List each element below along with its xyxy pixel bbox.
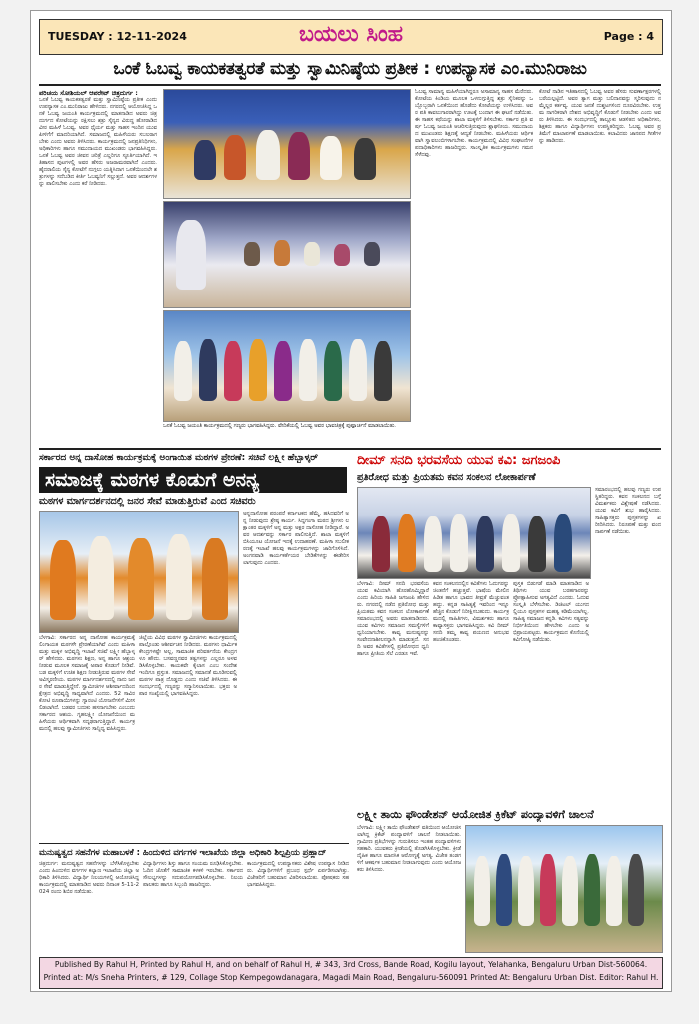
divider (39, 448, 661, 450)
newspaper-page (30, 10, 672, 992)
divider (39, 84, 661, 86)
newspaper-name: ಬಯಲು ಸಿಂಹ (298, 22, 404, 47)
divider (39, 843, 349, 844)
lead-byline: ಪರಿಚಯ ಸೋಶಿಯಲ್ ಆಪರೇಟ್ ಚಿತ್ರದುರ್ಗ : (39, 89, 138, 97)
imprint-footer (39, 957, 663, 989)
lead-photo-stage (163, 89, 411, 199)
story3-column-3 (513, 581, 589, 803)
masthead (39, 19, 663, 55)
story5-body-1: ಚಿತ್ರದುರ್ಗ: ಮನುಷ್ಯತ್ವದ ಸಹನೆಗಳನ್ನು ಬೆಳೆಸಿಕೊಳ್ಳಬೇಕು ಎಂದು ಹಿಂದುಳಿದ ವರ್ಗಗಳ ಕಲ್ಯಾಣ ಇಲಾಖೆಯ ಜಿಲ್ಲಾ ಅಧಿಕಾರಿ ತಿಳಿಸಿದರು. ವಿದ್ಯಾರ್ಥಿ ನಿಲಯಗಳಲ್ಲಿ ಆಯೋಜಿಸಿದ್ದ ಕಾರ್ಯಕ್ರಮದಲ್ಲಿ ಮಾತನಾಡಿದ ಅವರು ದಿನಾಂಕ 5-11-2024 ರಂದು ಶಿಬಿರ ನಡೆಯಿತು. (39, 861, 139, 895)
story2-headline: ಸಮಾಜಕ್ಕೆ ಮಠಗಳ ಕೊಡುಗೆ ಅನನ್ಯ (39, 467, 347, 493)
story2-photo (39, 511, 239, 633)
story2-column-2 (139, 635, 237, 840)
story2-column-1 (39, 635, 135, 840)
story4-column (357, 825, 461, 951)
story4-body: ಬೆಳಗಾವಿ: ಲಕ್ಷ್ಮೀ ತಾಯಿ ಫೌಂಡೇಶನ್ ವತಿಯಿಂದ ಆಯೋಜಿಸಲಾಗಿದ್ದ ಕ್ರಿಕೆಟ್ ಪಂದ್ಯಾವಳಿಗೆ ಚಾಲನೆ ನೀಡಲಾಯಿತು. ಗ್ರಾಮೀಣ ಪ್ರತಿಭೆಗಳನ್ನು ಗುರುತಿಸಲು ಇಂತಹ ಪಂದ್ಯಾವಳಿಗಳು ಸಹಕಾರಿ. ಯುವಕರು ಕ್ರೀಡೆಯಲ್ಲಿ ತೊಡಗಿಸಿಕೊಳ್ಳಬೇಕು. ಕ್ರೀಡೆ ದೈಹಿಕ ಹಾಗೂ ಮಾನಸಿಕ ಆರೋಗ್ಯಕ್ಕೆ ಅಗತ್ಯ. ವಿಜೇತ ತಂಡಗಳಿಗೆ ಆಕರ್ಷಕ ಬಹುಮಾನ ನೀಡಲಾಗುವುದು ಎಂದು ಆಯೋಜಕರು ತಿಳಿಸಿದರು. (357, 825, 461, 873)
story5-column-1 (39, 861, 139, 951)
imprint-line-1: Published By Rahul H, Printed by Rahul H, and on behalf of Rahul H, # 343, 3rd Cross, Bande Road, Kogilu layout, Yelahanka, Bengaluru Urban Dist-560064. (54, 960, 648, 969)
page-number: Page : 4 (603, 30, 654, 43)
story5-column-2 (143, 861, 243, 951)
story2-subhead: ಮಠಗಳ ಮಾರ್ಗದರ್ಶನದಲ್ಲಿ ಜನರ ಸೇವೆ ಮಾಡುತ್ತಿರುವೆ ಎಂದ ಸಚಿವರು (39, 496, 256, 507)
story2-column-3 (243, 511, 349, 840)
story2-body-1: ಬೆಳಗಾವಿ: ಸರ್ಕಾರದ ಅನ್ನ ದಾಸೋಹ ಕಾರ್ಯಕ್ರಮಕ್ಕೆ ಲಿಂಗಾಯತ ಮಠಗಳೇ ಪ್ರೇರಣೆಯಾಗಿವೆ ಎಂದು ಮಹಿಳಾ ಮತ್ತು ಮಕ್ಕಳ ಅಭಿವೃದ್ಧಿ ಇಲಾಖೆ ಸಚಿವೆ ಲಕ್ಷ್ಮೀ ಹೆಬ್ಬಾಳ್ಕರ್ ಹೇಳಿದರು. ಮಠಗಳು ಶಿಕ್ಷಣ, ಅನ್ನ ಹಾಗೂ ಆಶ್ರಯ ನೀಡುವ ಮೂಲಕ ಸಮಾಜಕ್ಕೆ ಅಪಾರ ಕೊಡುಗೆ ನೀಡಿವೆ. ಬಡ ಮಕ್ಕಳಿಗೆ ಉಚಿತ ಶಿಕ್ಷಣ ನೀಡುತ್ತಿರುವ ಮಠಗಳ ಸೇವೆ ಅವಿಸ್ಮರಣೀಯ. ಮಠಗಳ ಮಾರ್ಗದರ್ಶನದಲ್ಲಿ ನಾನು ಜನರ ಸೇವೆ ಮಾಡುತ್ತಿದ್ದೇನೆ. ಸ್ವಾಮೀಜಿಗಳ ಆಶೀರ್ವಾದದಿಂದ ಕ್ಷೇತ್ರದ ಅಭಿವೃದ್ಧಿ ಸಾಧ್ಯವಾಗಿದೆ ಎಂದರು. 52 ಸಾವಿರ ಕೋಟಿ ರೂಪಾಯಿಗಳನ್ನು ಗ್ಯಾರಂಟಿ ಯೋಜನೆಗಳಿಗೆ ಮೀಸಲಿಡಲಾಗಿದೆ. ಬಡವರ ಬದುಕು ಹಸನಾಗಬೇಕು ಎಂಬುದು ಸರ್ಕಾರದ ಆಶಯ. ಗೃಹಲಕ್ಷ್ಮೀ ಯೋಜನೆಯಿಂದ ಮಹಿಳೆಯರು ಆರ್ಥಿಕವಾಗಿ ಸದೃಢರಾಗುತ್ತಿದ್ದಾರೆ. ಕಾರ್ಯಕ್ರಮದಲ್ಲಿ ಹಲವು ಸ್ವಾಮೀಜಿಗಳು ಸಾನ್ನಿಧ್ಯ ವಹಿಸಿದ್ದರು. (39, 635, 135, 732)
story3-column-1 (357, 581, 429, 803)
story2-body-2: ಜಿಲ್ಲೆಯ ವಿವಿಧ ಮಠಗಳ ಸ್ವಾಮೀಜಿಗಳು ಕಾರ್ಯಕ್ರಮದಲ್ಲಿ ಪಾಲ್ಗೊಂಡು ಆಶೀರ್ವಚನ ನೀಡಿದರು. ಮಠಗಳು ಧಾರ್ಮಿಕ ಕೇಂದ್ರಗಳಷ್ಟೇ ಅಲ್ಲ, ಸಾಮಾಜಿಕ ಪರಿವರ್ತನೆಯ ಕೇಂದ್ರಗಳೂ ಹೌದು. ಬಸವಣ್ಣನವರ ತತ್ವಗಳನ್ನು ಎಲ್ಲರೂ ಅಳವಡಿಸಿಕೊಳ್ಳಬೇಕು. ಕಾಯಕವೇ ಕೈಲಾಸ ಎಂಬ ಸಂದೇಶ ಇಂದಿಗೂ ಪ್ರಸ್ತುತ. ಸಮಾಜದಲ್ಲಿ ಸಮಾನತೆ ಮೂಡಿಸುವಲ್ಲಿ ಮಠಗಳ ಪಾತ್ರ ದೊಡ್ಡದು ಎಂದು ಸಚಿವೆ ತಿಳಿಸಿದರು. ಈ ಸಂದರ್ಭದಲ್ಲಿ ಗಣ್ಯರನ್ನು ಸನ್ಮಾನಿಸಲಾಯಿತು. ಭಕ್ತರು ಅಪಾರ ಸಂಖ್ಯೆಯಲ್ಲಿ ಭಾಗವಹಿಸಿದ್ದರು. (139, 635, 237, 697)
story2-kicker: ಸರ್ಕಾರದ ಅನ್ನ ದಾಸೋಹ ಕಾರ್ಯಕ್ರಮಕ್ಕೆ ಅಂಗಾಯಿತ ಮಠಗಳ ಪ್ರೇರಣೆ: ಸಚಿವೆ ಲಕ್ಷ್ಮೀ ಹೆಬ್ಬಾಳ್ಕರ್ (39, 453, 318, 463)
lead-photo-audience (163, 201, 411, 308)
story3-photo (357, 487, 591, 579)
lead-headline: ಒಂಕೆ ಓಬವ್ವ ಕಾಯಕತತ್ವರತೆ ಮತ್ತು ಸ್ವಾಮಿನಿಷ್ಠೆಯ ಪ್ರತೀಕ : ಉಪನ್ಯಾಸಕ ಎಂ.ಮುನಿರಾಜು (113, 59, 587, 79)
story5-column-3 (247, 861, 349, 951)
story5-body-3: ಕಾರ್ಯಕ್ರಮದಲ್ಲಿ ಉಪನ್ಯಾಸಕರು ವಿಶೇಷ ಉಪನ್ಯಾಸ ನೀಡಿದರು. ವಿದ್ಯಾರ್ಥಿಗಳಿಗೆ ಪ್ರಬಂಧ ಸ್ಪರ್ಧೆ ಏರ್ಪಡಿಸಲಾಗಿತ್ತು. ವಿಜೇತರಿಗೆ ಬಹುಮಾನ ವಿತರಿಸಲಾಯಿತು. ಪೋಷಕರು ಸಹ ಭಾಗವಹಿಸಿದ್ದರು. (247, 861, 349, 888)
story4-photo (465, 825, 663, 953)
story3-column-4 (595, 487, 661, 803)
lead-column-3 (415, 89, 533, 444)
lead-body-1: ಒನಕೆ ಓಬವ್ವ ಕಾಯಕತತ್ವರತೆ ಮತ್ತು ಸ್ವಾಮಿನಿಷ್ಠೆಯ ಪ್ರತೀಕ ಎಂದು ಉಪನ್ಯಾಸಕ ಎಂ.ಮುನಿರಾಜು ಹೇಳಿದರು. ನಗರದಲ್ಲಿ ಆಯೋಜಿಸಿದ್ದ ಒನಕೆ ಓಬವ್ವ ಜಯಂತಿ ಕಾರ್ಯಕ್ರಮದಲ್ಲಿ ಮಾತನಾಡಿದ ಅವರು ಚಿತ್ರದುರ್ಗದ ಕೋಟೆಯನ್ನು ರಕ್ಷಿಸಲು ಶತ್ರು ಸೈನ್ಯದ ವಿರುದ್ಧ ಹೋರಾಡಿದ ವೀರ ಮಹಿಳೆ ಓಬವ್ವ. ಅವರ ಧೈರ್ಯ ಮತ್ತು ಸಾಹಸ ಇಂದಿನ ಯುವ ಪೀಳಿಗೆಗೆ ಮಾದರಿಯಾಗಿದೆ. ಸಮಾಜದಲ್ಲಿ ಮಹಿಳೆಯರು ಸಬಲರಾಗಬೇಕು ಎಂದು ಅವರು ತಿಳಿಸಿದರು. ಕಾರ್ಯಕ್ರಮದಲ್ಲಿ ಜನಪ್ರತಿನಿಧಿಗಳು, ಅಧಿಕಾರಿಗಳು ಹಾಗೂ ಸಮುದಾಯದ ಮುಖಂಡರು ಭಾಗವಹಿಸಿದ್ದರು. ಒನಕೆ ಓಬವ್ವ ಅವರ ಜೀವನ ಚರಿತ್ರೆ ಎಲ್ಲರಿಗೂ ಸ್ಫೂರ್ತಿಯಾಗಿದೆ. ಇತಿಹಾಸದ ಪುಟಗಳಲ್ಲಿ ಅವರ ಹೆಸರು ಅಜರಾಮರವಾಗಿದೆ ಎಂದರು. ಹೈದರಾಲಿಯ ಸೈನ್ಯ ಕೋಟೆಗೆ ನುಗ್ಗಲು ಯತ್ನಿಸಿದಾಗ ಒನಕೆಯಿಂದಲೇ ಶತ್ರುಗಳನ್ನು ಸದೆಬಡಿದ ಕೀರ್ತಿ ಓಬವ್ವನಿಗೆ ಸಲ್ಲುತ್ತದೆ. ಅವರ ಆದರ್ಶಗಳನ್ನು ಪಾಲಿಸಬೇಕು ಎಂದು ಕರೆ ನೀಡಿದರು. (39, 97, 157, 187)
lead-photo-caption: ಒನಕೆ ಓಬವ್ವ ಜಯಂತಿ ಕಾರ್ಯಕ್ರಮದಲ್ಲಿ ಗಣ್ಯರು ಭಾಗವಹಿಸಿದ್ದರು. ವೇದಿಕೆಯಲ್ಲಿ ಓಬವ್ವ ಅವರ ಭಾವಚಿತ್ರಕ್ಕೆ ಪುಷ್ಪಾರ್ಚನೆ ಮಾಡಲಾಯಿತು. (163, 423, 396, 429)
story5-headline: ಮನುಷ್ಯತ್ವದ ಸಹನೆಗಳ ಮಹಾಬಳಕೆ : ಹಿಂದುಳಿದ ವರ್ಗಗಳ ಇಲಾಖೆಯ ಜಿಲ್ಲಾ ಅಧಿಕಾರಿ ಶಿಲ್ಪಪ್ರಿಯ ಪ್ರಹ್ಲಾದ್ (39, 847, 327, 857)
story3-headline: ದೀಮ್ ಸನದಿ ಭರವಸೆಯ ಯುವ ಕವಿ: ಜಗಜಂಪಿ (357, 453, 561, 468)
story3-body-3: ಪುಸ್ತಕ ಬಿಡುಗಡೆ ಮಾಡಿ ಮಾತನಾಡಿದ ಅತಿಥಿಗಳು ಯುವ ಬರಹಗಾರರನ್ನು ಪ್ರೋತ್ಸಾಹಿಸುವ ಅಗತ್ಯವಿದೆ ಎಂದರು. ಓದುವ ಸಂಸ್ಕೃತಿ ಬೆಳೆಸಬೇಕು. ಡಿಜಿಟಲ್ ಯುಗದಲ್ಲಿಯೂ ಪುಸ್ತಕಗಳ ಮಹತ್ವ ಕಡಿಮೆಯಾಗಿಲ್ಲ. ಸಾಹಿತ್ಯ ಸಮಾಜದ ಕನ್ನಡಿ. ಕವಿಗಳು ಸತ್ಯವನ್ನು ನಿರ್ಭೀತಿಯಿಂದ ಹೇಳಬೇಕು ಎಂದು ಅಭಿಪ್ರಾಯಪಟ್ಟರು. ಕಾರ್ಯಕ್ರಮದ ಕೊನೆಯಲ್ಲಿ ಕವಿಗೋಷ್ಠಿ ನಡೆಯಿತು. (513, 581, 589, 643)
lead-photo-group (163, 310, 411, 422)
story2-body-3: ಅನ್ನದಾಸೋಹ ಪರಂಪರೆ ಕರ್ನಾಟಕದ ಹೆಮ್ಮೆ. ಹಸಿದವರಿಗೆ ಅನ್ನ ನೀಡುವುದು ಶ್ರೇಷ್ಠ ಕಾರ್ಯ. ಸಿದ್ದಗಂಗಾ ಮಠದ ಶ್ರೀಗಳು ಲಕ್ಷಾಂತರ ಮಕ್ಕಳಿಗೆ ಅನ್ನ ಮತ್ತು ಅಕ್ಷರ ದಾಸೋಹ ನೀಡಿದ್ದಾರೆ. ಅವರ ಆದರ್ಶವನ್ನು ಸರ್ಕಾರ ಪಾಲಿಸುತ್ತಿದೆ. ಶಾಲಾ ಮಕ್ಕಳಿಗೆ ಬಿಸಿಯೂಟ ಯೋಜನೆ ಇದಕ್ಕೆ ಉದಾಹರಣೆ. ಮಹಿಳಾ ಸಬಲೀಕರಣಕ್ಕೆ ಇಲಾಖೆ ಹಲವು ಕಾರ್ಯಕ್ರಮಗಳನ್ನು ಜಾರಿಗೊಳಿಸಿದೆ. ಅಂಗನವಾಡಿ ಕಾರ್ಯಕರ್ತೆಯರ ಬೇಡಿಕೆಗಳನ್ನು ಈಡೇರಿಸಲಾಗುವುದು ಎಂದರು. (243, 511, 349, 566)
story3-subhead: ಪ್ರತಿರೋಧ ಮತ್ತು ಪ್ರಿಯತಮ ಕವನ ಸಂಕಲನ ಲೋಕಾರ್ಪಣೆ (357, 472, 536, 483)
lead-column-4 (539, 89, 661, 444)
lead-body-3: ಓಬವ್ವ ಸಾಮಾನ್ಯ ಮಹಿಳೆಯಾಗಿದ್ದರೂ ಅಸಾಮಾನ್ಯ ಸಾಹಸ ಮೆರೆದರು. ಕೋಟೆಯ ಕಿಂಡಿಯ ಮೂಲಕ ಒಳನುಗ್ಗುತ್ತಿದ್ದ ಶತ್ರು ಸೈನಿಕರನ್ನು ಒಬ್ಬೊಬ್ಬರಾಗಿ ಒನಕೆಯಿಂದ ಹೊಡೆದು ಕೋಟೆಯನ್ನು ಉಳಿಸಿದರು. ಅವರ ಪತಿ ಕಾವಲುಗಾರರಾಗಿದ್ದು ಊಟಕ್ಕೆ ಬಂದಾಗ ಈ ಘಟನೆ ನಡೆಯಿತು. ಈ ಸಾಹಸ ಕಥೆಯನ್ನು ಶಾಲಾ ಮಕ್ಕಳಿಗೆ ತಿಳಿಸಬೇಕು. ಸರ್ಕಾರ ಪ್ರತಿ ವರ್ಷ ಓಬವ್ವ ಜಯಂತಿ ಆಚರಿಸುತ್ತಿರುವುದು ಶ್ಲಾಘನೀಯ. ಸಮುದಾಯದ ಮುಖಂಡರು ಶಿಕ್ಷಣಕ್ಕೆ ಆದ್ಯತೆ ನೀಡಬೇಕು. ಮಹಿಳೆಯರು ಆರ್ಥಿಕವಾಗಿ ಸ್ವಾವಲಂಬಿಗಳಾಗಬೇಕು. ಕಾರ್ಯಕ್ರಮದಲ್ಲಿ ವಿವಿಧ ಸಂಘಟನೆಗಳ ಪದಾಧಿಕಾರಿಗಳು ಹಾಜರಿದ್ದರು. ಸಾಂಸ್ಕೃತಿಕ ಕಾರ್ಯಕ್ರಮಗಳು ಗಮನ ಸೆಳೆದವು. (415, 89, 533, 158)
issue-date: TUESDAY : 12-11-2024 (48, 30, 187, 43)
lead-column-1 (39, 89, 157, 444)
story4-headline: ಲಕ್ಷ್ಮೀ ತಾಯಿ ಫೌಂಡೇಶನ್ ಆಯೋಜಿತ ಕ್ರಿಕೆಟ್ ಪಂದ್ಯಾವಳಿಗೆ ಚಾಲನೆ (357, 808, 594, 821)
story3-body-2: ಕವನ ಸಂಕಲನದಲ್ಲಿನ ಕವಿತೆಗಳು ಓದುಗರನ್ನು ಚಿಂತನೆಗೆ ಹಚ್ಚುತ್ತವೆ. ಭಾಷೆಯ ಮೇಲಿನ ಹಿಡಿತ ಹಾಗೂ ಭಾವದ ತೀವ್ರತೆ ಮೆಚ್ಚುವಂತಹದ್ದು. ಕನ್ನಡ ಸಾಹಿತ್ಯಕ್ಕೆ ಇವರಿಂದ ಇನ್ನೂ ಹೆಚ್ಚಿನ ಕೊಡುಗೆ ನಿರೀಕ್ಷಿಸಬಹುದು. ಕಾರ್ಯಕ್ರಮದಲ್ಲಿ ಸಾಹಿತಿಗಳು, ವಿಮರ್ಶಕರು ಹಾಗೂ ಕಾವ್ಯಾಸಕ್ತರು ಭಾಗವಹಿಸಿದ್ದರು. ಕವಿ ದೀಮ್ ಸನದಿ ತಮ್ಮ ಕಾವ್ಯ ಪಯಣದ ಅನುಭವ ಹಂಚಿಕೊಂಡರು. (433, 581, 509, 643)
lead-body-4: ಕೋಟೆ ನಾಡಿನ ಇತಿಹಾಸದಲ್ಲಿ ಓಬವ್ವ ಅವರ ಹೆಸರು ಸುವರ್ಣಾಕ್ಷರಗಳಲ್ಲಿ ಬರೆಯಲ್ಪಟ್ಟಿದೆ. ಅವರ ತ್ಯಾಗ ಮತ್ತು ಬಲಿದಾನವನ್ನು ಸ್ಮರಿಸುವುದು ನಮ್ಮೆಲ್ಲರ ಕರ್ತವ್ಯ. ಯುವ ಜನತೆ ದುಶ್ಚಟಗಳಿಂದ ದೂರವಿರಬೇಕು. ಉತ್ತಮ ನಾಗರಿಕರಾಗಿ ದೇಶದ ಅಭಿವೃದ್ಧಿಗೆ ಕೊಡುಗೆ ನೀಡಬೇಕು ಎಂದು ಅವರು ತಿಳಿಸಿದರು. ಈ ಸಂದರ್ಭದಲ್ಲಿ ತಾಲ್ಲೂಕು ಆಡಳಿತದ ಅಧಿಕಾರಿಗಳು, ಶಿಕ್ಷಕರು ಹಾಗೂ ವಿದ್ಯಾರ್ಥಿಗಳು ಉಪಸ್ಥಿತರಿದ್ದರು. ಓಬವ್ವ ಅವರ ಪ್ರತಿಮೆಗೆ ಮಾಲಾರ್ಪಣೆ ಮಾಡಲಾಯಿತು. ಕಲಾವಿದರು ಜಾನಪದ ಗೀತೆಗಳನ್ನು ಹಾಡಿದರು. (539, 89, 661, 144)
story3-column-2 (433, 581, 509, 803)
imprint-line-2: Printed at: M/s Sneha Printers, # 129, Collage Stop Kempegowdanagara, Magadi Main Road, Bengaluru-560091 Printed At: Bengaluru Urban Dist. Editor: Rahul H. (43, 973, 659, 982)
story5-body-2: ವಿದ್ಯಾರ್ಥಿಗಳು ಶಿಸ್ತು ಹಾಗೂ ಸಂಯಮ ರೂಢಿಸಿಕೊಳ್ಳಬೇಕು. ಓದಿನ ಜೊತೆಗೆ ಸಾಮಾಜಿಕ ಕಳಕಳಿ ಇರಬೇಕು. ಸರ್ಕಾರದ ಸೌಲಭ್ಯಗಳನ್ನು ಸದುಪಯೋಗಪಡಿಸಿಕೊಳ್ಳಬೇಕು. ನಿಲಯ ಪಾಲಕರು ಹಾಗೂ ಸಿಬ್ಬಂದಿ ಹಾಜರಿದ್ದರು. (143, 861, 243, 888)
story3-body-1: ಬೆಳಗಾವಿ: ದೀಮ್ ಸನದಿ ಭರವಸೆಯ ಯುವ ಕವಿಯಾಗಿ ಹೊರಹೊಮ್ಮಿದ್ದಾರೆ ಎಂದು ಹಿರಿಯ ಸಾಹಿತಿ ಜಗಜಂಪಿ ಹೇಳಿದರು. ನಗರದಲ್ಲಿ ನಡೆದ ಪ್ರತಿರೋಧ ಮತ್ತು ಪ್ರಿಯತಮ ಕವನ ಸಂಕಲನ ಲೋಕಾರ್ಪಣೆ ಸಮಾರಂಭದಲ್ಲಿ ಅವರು ಮಾತನಾಡಿದರು. ಯುವ ಕವಿಗಳು ಸಮಾಜದ ಸಮಸ್ಯೆಗಳಿಗೆ ಧ್ವನಿಯಾಗಬೇಕು. ಕಾವ್ಯ ಮನುಷ್ಯನನ್ನು ಸಂವೇದನಾಶೀಲನನ್ನಾಗಿ ಮಾಡುತ್ತದೆ. ಸನದಿ ಅವರ ಕವಿತೆಗಳಲ್ಲಿ ಪ್ರತಿರೋಧದ ಧ್ವನಿ ಹಾಗೂ ಪ್ರೀತಿಯ ಸೆಲೆ ಎರಡೂ ಇವೆ. (357, 581, 429, 657)
story3-body-4: ಸಮಾರಂಭದಲ್ಲಿ ಹಲವು ಗಣ್ಯರು ಉಪಸ್ಥಿತರಿದ್ದರು. ಕವನ ಸಂಕಲನದ ಬಗ್ಗೆ ವಿಮರ್ಶಕರು ವಿಶ್ಲೇಷಣೆ ನಡೆಸಿದರು. ಯುವ ಕವಿಗೆ ಶುಭ ಹಾರೈಸಿದರು. ಸಾಹಿತ್ಯಾಸಕ್ತರು ಪುಸ್ತಕಗಳನ್ನು ಖರೀದಿಸಿದರು. ನಿರೂಪಣೆ ಮತ್ತು ವಂದನಾರ್ಪಣೆ ನಡೆಯಿತು. (595, 487, 661, 535)
